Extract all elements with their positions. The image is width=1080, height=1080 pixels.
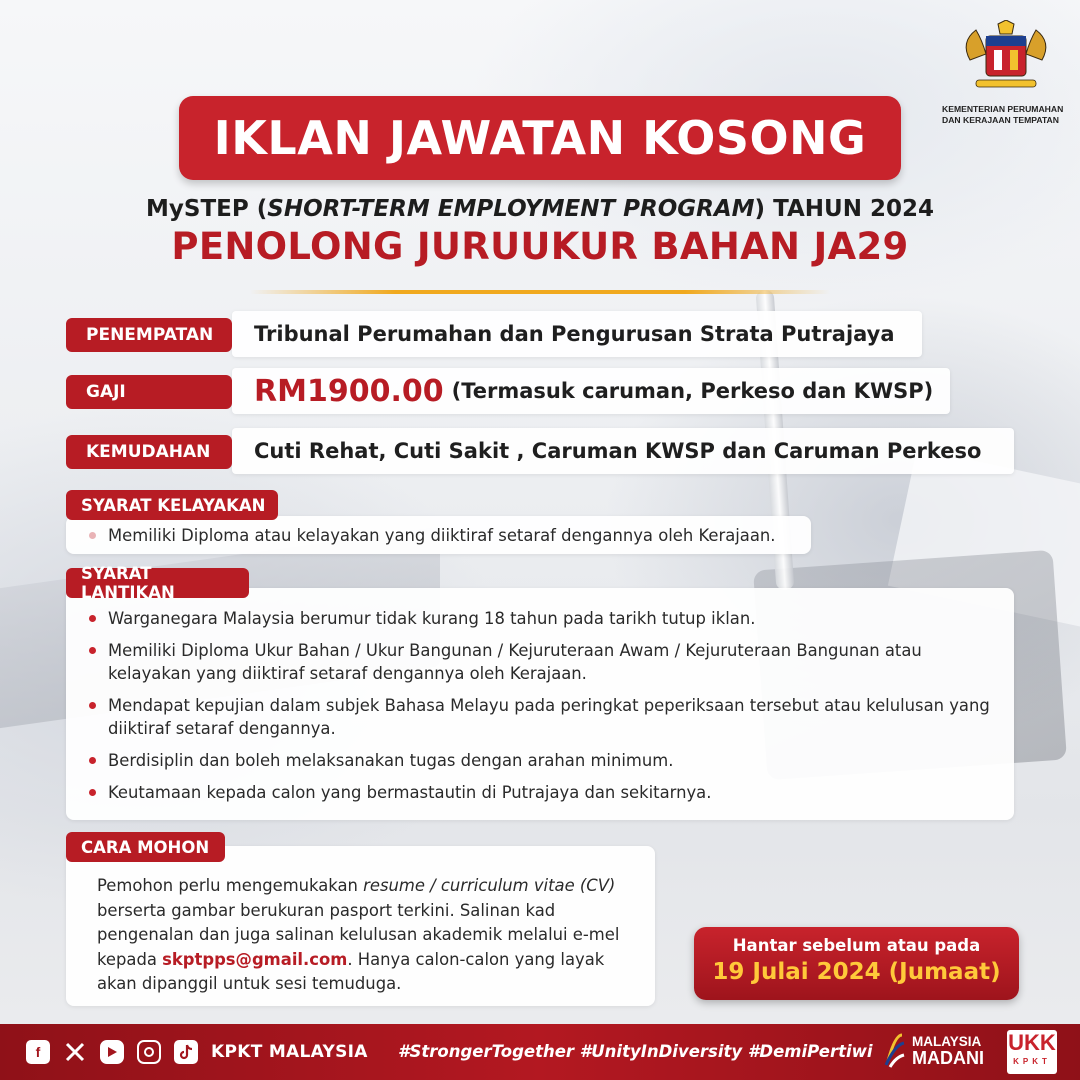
ukk-logo	[1007, 1030, 1057, 1074]
social-handle: KPKT MALAYSIA	[211, 1042, 368, 1062]
gaji-label: GAJI	[66, 375, 232, 409]
subtitle-prefix: MySTEP (	[146, 196, 268, 222]
deadline-badge	[694, 927, 1019, 1000]
ministry-name-line2: DAN KERAJAAN TEMPATAN	[942, 115, 1059, 125]
penempatan-label: PENEMPATAN	[66, 318, 232, 352]
ukk-big-text: UKK	[1008, 1030, 1056, 1055]
facebook-icon[interactable]: f	[26, 1040, 50, 1064]
syarat-kelayakan-list	[88, 524, 811, 547]
subtitle-italic: SHORT-TERM EMPLOYMENT PROGRAM	[267, 196, 755, 222]
social-icons	[26, 1040, 198, 1064]
title-banner	[179, 96, 901, 180]
gaji-value-box	[232, 368, 950, 414]
deadline-date: 19 Julai 2024 (Jumaat)	[712, 959, 1001, 985]
gaji-note: (Termasuk caruman, Perkeso dan KWSP)	[451, 379, 934, 403]
syarat-lantikan-list	[88, 607, 994, 804]
coat-of-arms-icon	[946, 20, 1066, 94]
cara-mohon-text-3: . Hanya calon-calon yang layak akan dipanggil untuk sesi temuduga.	[97, 949, 605, 993]
list-item: Mendapat kepujian dalam subjek Bahasa Melayu pada peringkat peperiksaan tersebut atau kelulusan yang diiktiraf setaraf dengannya.	[88, 694, 994, 740]
list-item: Berdisiplin dan boleh melaksanakan tugas dengan arahan minimum.	[88, 749, 994, 772]
ukk-small-text: KPKT	[1013, 1057, 1051, 1066]
position-title: PENOLONG JURUUKUR BAHAN JA29	[171, 225, 909, 268]
malaysia-madani-logo	[884, 1031, 984, 1069]
penempatan-value-box	[232, 311, 922, 357]
ministry-name-line1: KEMENTERIAN PERUMAHAN	[942, 104, 1064, 114]
footer-bar	[0, 1024, 1080, 1080]
program-subtitle	[0, 196, 1080, 222]
tiktok-icon[interactable]	[174, 1040, 198, 1064]
ministry-name	[936, 104, 1076, 126]
ministry-logo	[936, 20, 1076, 126]
kemudahan-label: KEMUDAHAN	[66, 435, 232, 469]
madani-line1: MALAYSIA	[912, 1034, 982, 1049]
madani-line2: MADANI	[912, 1048, 984, 1068]
youtube-icon[interactable]	[100, 1040, 124, 1064]
subtitle-suffix: ) TAHUN 2024	[754, 196, 934, 222]
x-icon[interactable]	[63, 1040, 87, 1064]
cara-mohon-text-2: berserta gambar berukuran pasport terkini. Salinan kad pengenalan dan juga salinan kelulusan akademik melalui e-mel kepada	[97, 900, 620, 969]
cara-mohon-text-1: Pemohon perlu mengemukakan	[97, 876, 364, 895]
gaji-amount: RM1900.00	[254, 373, 444, 409]
deadline-line1: Hantar sebelum atau pada	[732, 936, 981, 955]
list-item: Memiliki Diploma atau kelayakan yang diiktiraf setaraf dengannya oleh Kerajaan.	[88, 524, 811, 547]
syarat-kelayakan-heading: SYARAT KELAYAKAN	[66, 490, 278, 520]
cara-mohon-text-italic: resume / curriculum vitae (CV)	[363, 876, 616, 895]
cara-mohon-box	[66, 846, 655, 1006]
syarat-kelayakan-box	[66, 516, 811, 554]
email-link[interactable]: skptpps@gmail.com	[162, 949, 348, 969]
kemudahan-value: Cuti Rehat, Cuti Sakit , Caruman KWSP dan Caruman Perkeso	[254, 439, 982, 463]
syarat-lantikan-heading: SYARAT LANTIKAN	[66, 568, 249, 598]
page-title: IKLAN JAWATAN KOSONG	[213, 111, 867, 165]
syarat-lantikan-box	[66, 588, 1014, 820]
cara-mohon-heading: CARA MOHON	[66, 832, 225, 862]
cara-mohon-text	[97, 874, 637, 997]
hashtags: #StrongerTogether #UnityInDiversity #DemiPertiwi	[398, 1042, 873, 1061]
madani-text	[912, 1034, 984, 1066]
gold-divider	[250, 290, 830, 294]
list-item: Warganegara Malaysia berumur tidak kurang 18 tahun pada tarikh tutup iklan.	[88, 607, 994, 630]
instagram-icon[interactable]	[137, 1040, 161, 1064]
penempatan-value: Tribunal Perumahan dan Pengurusan Strata Putrajaya	[254, 322, 895, 346]
list-item: Keutamaan kepada calon yang bermastautin di Putrajaya dan sekitarnya.	[88, 781, 994, 804]
list-item: Memiliki Diploma Ukur Bahan / Ukur Bangunan / Kejuruteraan Awam / Kejuruteraan Bangunan atau kelayakan yang diiktiraf setaraf dengannya oleh Kerajaan.	[88, 639, 994, 685]
madani-mark-icon	[884, 1031, 906, 1069]
kemudahan-value-box	[232, 428, 1014, 474]
